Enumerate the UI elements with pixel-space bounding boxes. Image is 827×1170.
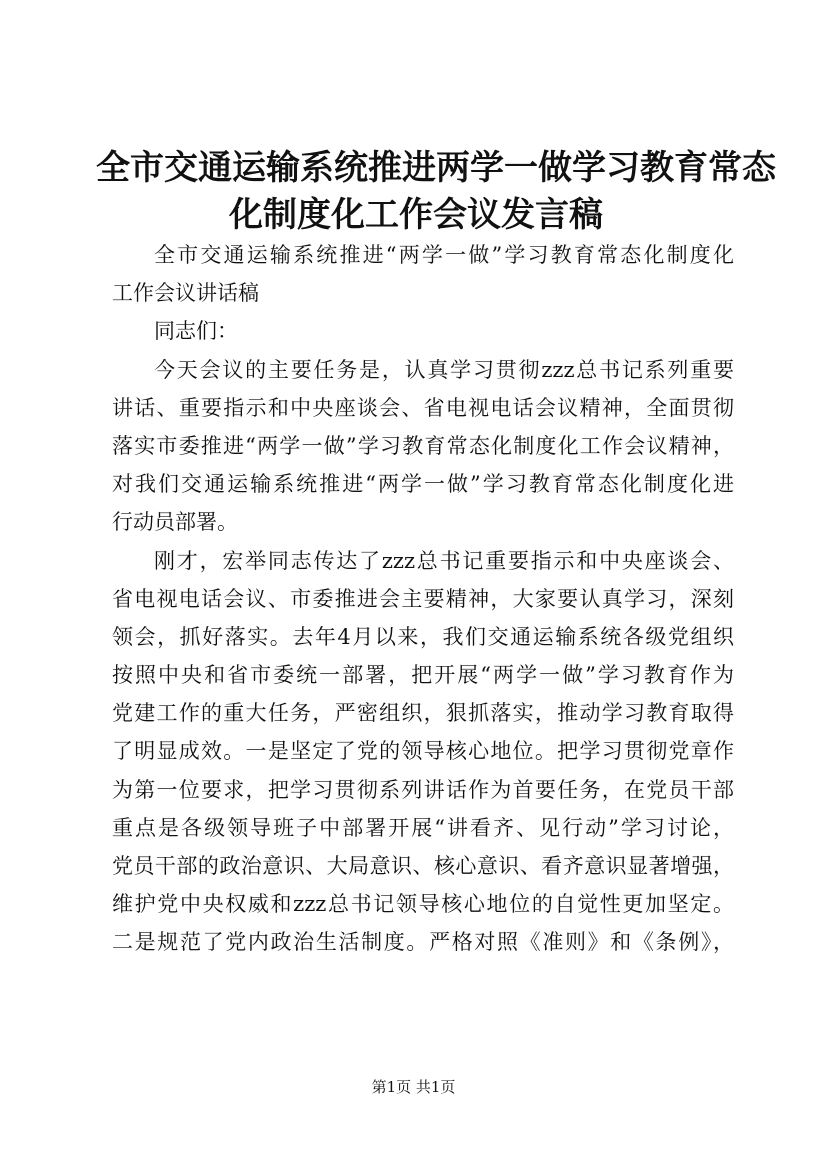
body-line-6: 落实市委推进“两学一做”学习教育常态化制度化工作会议精神，	[112, 433, 734, 458]
body-line-8: 行动员部署。	[112, 510, 238, 535]
salutation: 同志们：	[154, 319, 238, 344]
body-line-18: 维护党中央权威和zzz总书记领导核心地位的自觉性更加坚定。	[112, 892, 734, 917]
body-line-11: 领会，抓好落实。去年4月以来，我们交通运输系统各级党组织	[112, 624, 734, 649]
body-line-7: 对我们交通运输系统推进“两学一做”学习教育常态化制度化进	[112, 472, 734, 497]
body-line-2: 工作会议讲话稿	[112, 281, 259, 306]
document-body	[112, 236, 734, 962]
body-line-14: 了明显成效。一是坚定了党的领导核心地位。把学习贯彻党章作	[112, 739, 734, 764]
body-line-16: 重点是各级领导班子中部署开展“讲看齐、见行动”学习讨论，	[112, 815, 734, 840]
body-line-17: 党员干部的政治意识、大局意识、核心意识、看齐意识显著增强，	[112, 854, 734, 878]
body-line-4: 今天会议的主要任务是，认真学习贯彻zzz总书记系列重要	[154, 357, 734, 382]
title-line-1: 全市交通运输系统推进两学一做学习教育常态	[96, 148, 776, 188]
body-line-19: 二是规范了党内政治生活制度。严格对照《准则》和《条例》，	[112, 930, 734, 955]
page-footer: 第1页 共1页	[371, 1078, 456, 1096]
body-line-5: 讲话、重要指示和中央座谈会、省电视电话会议精神，全面贯彻	[112, 395, 734, 420]
body-line-12: 按照中央和省市委统一部署，把开展“两学一做”学习教育作为	[112, 663, 734, 688]
body-line-13: 党建工作的重大任务，严密组织，狠抓落实，推动学习教育取得	[112, 701, 734, 726]
body-line-9: 刚才，宏举同志传达了zzz总书记重要指示和中央座谈会、	[154, 548, 734, 573]
body-line-15: 为第一位要求，把学习贯彻系列讲话作为首要任务，在党员干部	[112, 777, 734, 802]
body-line-10: 省电视电话会议、市委推进会主要精神，大家要认真学习，深刻	[112, 586, 734, 611]
body-line-1: 全市交通运输系统推进“两学一做”学习教育常态化制度化	[154, 243, 734, 267]
title-line-2: 化制度化工作会议发言稿	[229, 195, 603, 235]
document-title	[96, 145, 776, 239]
